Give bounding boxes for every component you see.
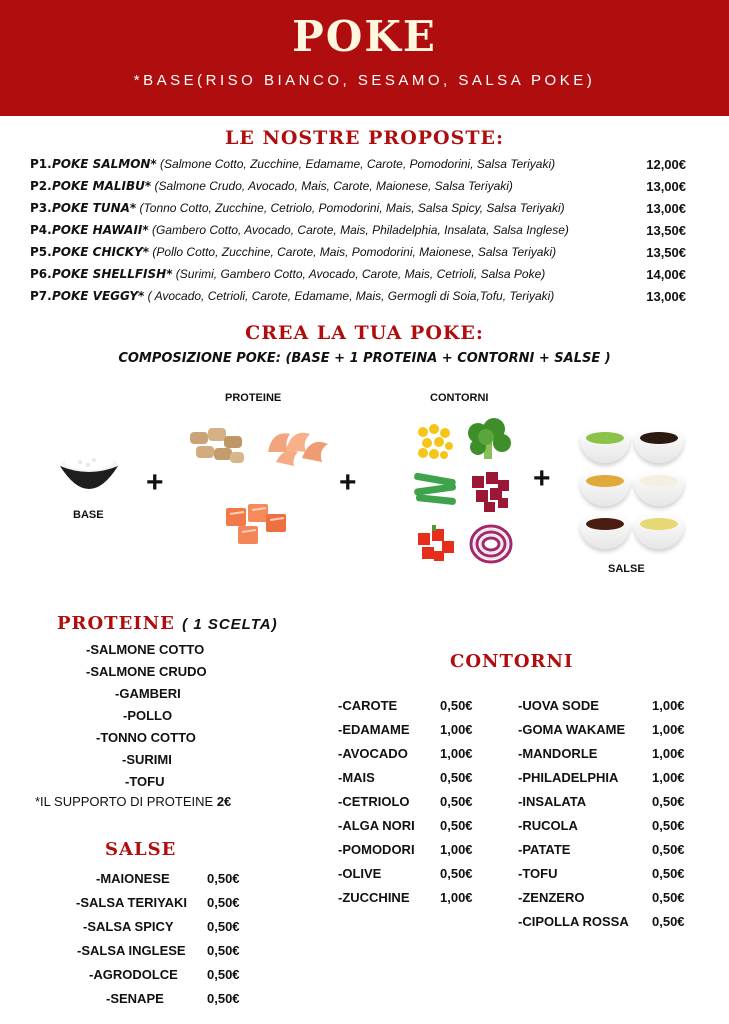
contorni-price: 0,50€: [652, 866, 685, 881]
proteine-item: -SALMONE CRUDO: [86, 664, 207, 679]
proteine-item: -TONNO COTTO: [96, 730, 196, 745]
proposal-row: [30, 223, 690, 243]
proposal-row: [30, 201, 690, 221]
proteine-item: -TOFU: [125, 774, 165, 789]
contorni-item: -MAIS: [338, 770, 375, 785]
base-label: BASE: [73, 509, 104, 521]
salse-item: -SALSA INGLESE: [77, 943, 186, 958]
proposal-description: (Salmone Crudo, Avocado, Mais, Carote, Maionese, Salsa Teriyaki): [151, 179, 513, 193]
proposal-name: POKE SALMON* (Salmone Cotto, Zucchine, Edamame, Carote, Pomodorini, Salsa Teriyaki): [52, 157, 556, 171]
contorni-price: 0,50€: [440, 770, 473, 785]
proposal-price: 12,00€: [646, 157, 686, 172]
proposal-description: (Salmone Cotto, Zucchine, Edamame, Carote, Pomodorini, Salsa Teriyaki): [156, 157, 556, 171]
salse-heading: SALSE: [105, 839, 177, 860]
proposal-name: POKE CHICKY* (Pollo Cotto, Zucchine, Carote, Mais, Pomodorini, Maionese, Salsa Teriyaki): [52, 245, 557, 259]
contorni-price: 0,50€: [440, 794, 473, 809]
contorni-item: -PHILADELPHIA: [518, 770, 619, 785]
contorni-item: -AVOCADO: [338, 746, 408, 761]
contorni-price: 0,50€: [440, 866, 473, 881]
plus-sign: +: [533, 462, 551, 495]
salse-item: -AGRODOLCE: [89, 967, 178, 982]
proteine-item: -POLLO: [123, 708, 173, 723]
contorni-price: 0,50€: [652, 890, 685, 905]
proposal-code: P6.: [30, 267, 52, 281]
proteine-item: -SURIMI: [122, 752, 172, 767]
contorni-price: 0,50€: [652, 794, 685, 809]
salse-item: -SALSA SPICY: [83, 919, 174, 934]
salse-price: 0,50€: [207, 871, 240, 886]
proposal-description: (Tonno Cotto, Zucchine, Cetriolo, Pomodorini, Mais, Salsa Spicy, Salsa Teriyaki): [136, 201, 565, 215]
proposal-price: 13,00€: [646, 201, 686, 216]
proposal-description: (Pollo Cotto, Zucchine, Carote, Mais, Pomodorini, Maionese, Salsa Teriyaki): [149, 245, 557, 259]
contorni-item: -ZENZERO: [518, 890, 585, 905]
contorni-item: -ZUCCHINE: [338, 890, 410, 905]
contorni-item: -EDAMAME: [338, 722, 410, 737]
red-pepper-image: [412, 523, 460, 567]
salse-price: 0,50€: [207, 895, 240, 910]
proposal-name: POKE SHELLFISH* (Surimi, Gambero Cotto, Avocado, Carote, Mais, Cetrioli, Salsa Poke): [52, 267, 546, 281]
shrimp-image: [262, 422, 334, 470]
proposal-row: [30, 267, 690, 287]
proteine-note-price: 2€: [216, 794, 232, 809]
proposal-code: P4.: [30, 223, 52, 237]
plus-sign: +: [146, 466, 164, 499]
oil-bowl-image: [634, 513, 684, 549]
contorni-item: -CETRIOLO: [338, 794, 410, 809]
green-beans-image: [410, 470, 460, 514]
page-subtitle: *BASE(RISO BIANCO, SESAMO, SALSA POKE): [133, 72, 596, 89]
salse-price: 0,50€: [207, 967, 240, 982]
proposal-row: [30, 179, 690, 199]
proposal-name: POKE VEGGY* ( Avocado, Cetrioli, Carote, Edamame, Mais, Germogli di Soia,Tofu, Teriyaki): [52, 289, 555, 303]
proposal-name: POKE TUNA* (Tonno Cotto, Zucchine, Cetriolo, Pomodorini, Mais, Salsa Spicy, Salsa Teriyaki): [52, 201, 565, 215]
beetroot-image: [466, 468, 514, 516]
proteine-image-label: PROTEINE: [225, 392, 282, 404]
proposal-code: P3.: [30, 201, 52, 215]
proteine-heading: PROTEINE ( 1 SCELTA): [57, 613, 278, 634]
contorni-item: -TOFU: [518, 866, 558, 881]
proteine-item: -SALMONE COTTO: [86, 642, 205, 657]
proteine-item: -GAMBERI: [115, 686, 181, 701]
salse-item: -SALSA TERIYAKI: [76, 895, 187, 910]
proposal-price: 14,00€: [646, 267, 686, 282]
proposal-code: P1.: [30, 157, 52, 171]
contorni-price: 0,50€: [652, 842, 685, 857]
proposal-price: 13,50€: [646, 223, 686, 238]
broccoli-image: [464, 415, 514, 465]
contorni-image-label: CONTORNI: [430, 392, 489, 404]
plus-sign: +: [339, 466, 357, 499]
proteine-subheading: ( 1 SCELTA): [182, 616, 278, 633]
proposals-heading: LE NOSTRE PROPOSTE:: [225, 127, 504, 149]
salmon-cubes-image: [220, 500, 292, 550]
create-heading: CREA LA TUA POKE:: [245, 322, 484, 344]
contorni-heading: CONTORNI: [450, 651, 574, 672]
contorni-item: -RUCOLA: [518, 818, 578, 833]
salse-price: 0,50€: [207, 991, 240, 1006]
contorni-price: 0,50€: [440, 698, 473, 713]
composition-text: COMPOSIZIONE POKE: (BASE + 1 PROTEINA + CONTORNI + SALSE ): [118, 351, 611, 366]
proposal-price: 13,00€: [646, 179, 686, 194]
contorni-price: 1,00€: [652, 698, 685, 713]
contorni-price: 1,00€: [440, 842, 473, 857]
contorni-item: -UOVA SODE: [518, 698, 599, 713]
contorni-price: 1,00€: [440, 722, 473, 737]
contorni-price: 1,00€: [652, 722, 685, 737]
proposal-description: (Gambero Cotto, Avocado, Carote, Mais, Philadelphia, Insalata, Salsa Inglese): [148, 223, 569, 237]
salse-price: 0,50€: [207, 919, 240, 934]
green-sauce-bowl-image: [580, 427, 630, 463]
mayonnaise-bowl-image: [634, 470, 684, 506]
contorni-price: 1,00€: [652, 746, 685, 761]
contorni-price: 0,50€: [440, 818, 473, 833]
contorni-price: 0,50€: [652, 818, 685, 833]
contorni-item: -ALGA NORI: [338, 818, 415, 833]
proposal-price: 13,50€: [646, 245, 686, 260]
contorni-price: 1,00€: [440, 746, 473, 761]
contorni-item: -OLIVE: [338, 866, 382, 881]
proposal-code: P2.: [30, 179, 52, 193]
contorni-item: -CAROTE: [338, 698, 398, 713]
contorni-price: 1,00€: [652, 770, 685, 785]
red-onion-image: [466, 520, 516, 568]
mustard-bowl-image: [580, 470, 630, 506]
contorni-item: -CIPOLLA ROSSA: [518, 914, 629, 929]
proteine-note: *IL SUPPORTO DI PROTEINE 2€: [35, 794, 232, 809]
salse-image-label: SALSE: [608, 563, 645, 575]
proposal-code: P7.: [30, 289, 52, 303]
contorni-price: 0,50€: [652, 914, 685, 929]
salse-price: 0,50€: [207, 943, 240, 958]
salse-item: -MAIONESE: [96, 871, 170, 886]
proposal-code: P5.: [30, 245, 52, 259]
proposal-name: POKE MALIBU* (Salmone Crudo, Avocado, Mais, Carote, Maionese, Salsa Teriyaki): [52, 179, 513, 193]
contorni-item: -INSALATA: [518, 794, 587, 809]
rice-bowl-image: [58, 450, 120, 502]
contorni-item: -GOMA WAKAME: [518, 722, 626, 737]
chicken-pieces-image: [186, 424, 248, 472]
page-title: POKE: [292, 12, 437, 61]
bbq-sauce-bowl-image: [580, 513, 630, 549]
proposal-row: [30, 289, 690, 309]
corn-image: [413, 420, 457, 464]
contorni-item: -PATATE: [518, 842, 571, 857]
proposal-description: ( Avocado, Cetrioli, Carote, Edamame, Mais, Germogli di Soia,Tofu, Teriyaki): [144, 289, 555, 303]
soy-sauce-bowl-image: [634, 427, 684, 463]
contorni-item: -POMODORI: [338, 842, 415, 857]
proposal-description: (Surimi, Gambero Cotto, Avocado, Carote, Mais, Cetrioli, Salsa Poke): [172, 267, 546, 281]
proposal-price: 13,00€: [646, 289, 686, 304]
contorni-price: 1,00€: [440, 890, 473, 905]
proposal-row: [30, 157, 690, 177]
salse-item: -SENAPE: [106, 991, 164, 1006]
proposal-row: [30, 245, 690, 265]
contorni-item: -MANDORLE: [518, 746, 598, 761]
proposal-name: POKE HAWAII* (Gambero Cotto, Avocado, Carote, Mais, Philadelphia, Insalata, Salsa Inglese): [52, 223, 569, 237]
